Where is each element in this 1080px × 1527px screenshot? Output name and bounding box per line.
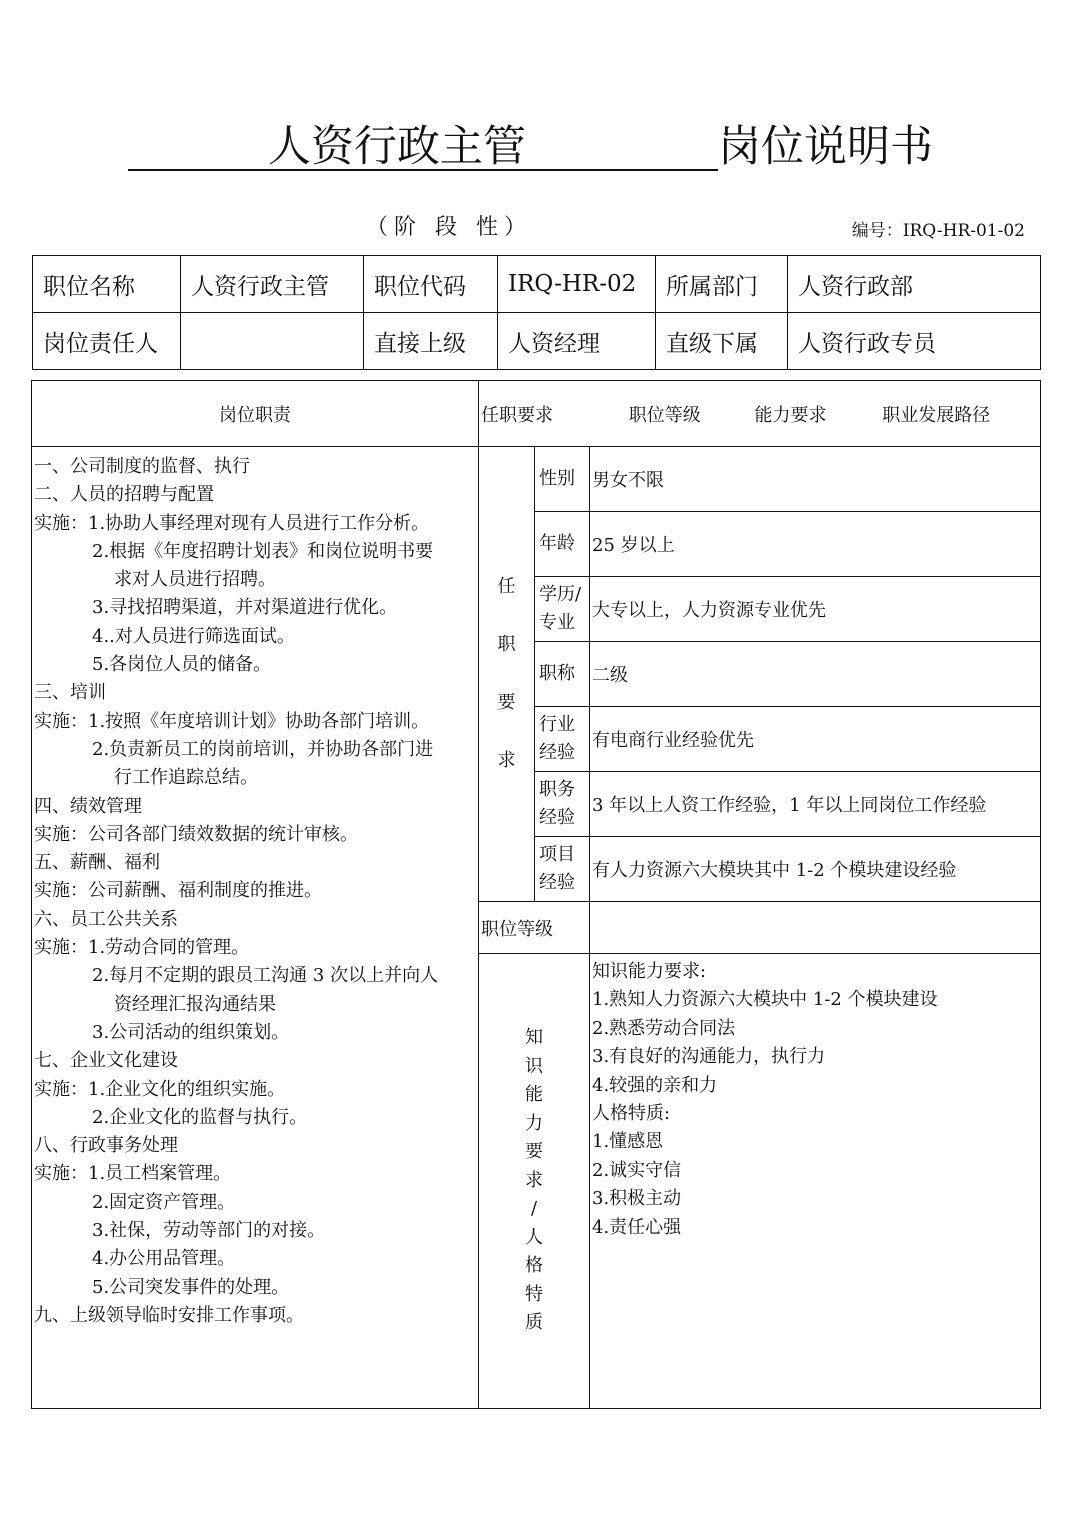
side-char: 职: [497, 634, 516, 655]
document-title: [0, 112, 1080, 182]
duty-line: 三、培训: [34, 682, 106, 704]
duty-line: 实施：1.劳动合同的管理。: [34, 937, 250, 959]
document-number: 编号：IRQ-HR-01-02: [851, 221, 1025, 241]
req-label-project: [535, 837, 590, 902]
duty-line: 实施：1.员工档案管理。: [34, 1163, 232, 1185]
position-code-label: 职位代码: [364, 256, 498, 313]
req-label-text: 经验: [539, 807, 575, 828]
department-label: 所属部门: [656, 256, 788, 313]
requirement-row: [32, 447, 1041, 512]
superior-label: 直接上级: [364, 313, 498, 370]
duty-line: 七、企业文化建设: [34, 1050, 178, 1072]
ability-line: 2.诚实守信: [592, 1159, 682, 1181]
duty-line: 4..对人员进行筛选面试。: [92, 625, 295, 647]
side-char: 力: [525, 1112, 543, 1134]
duty-line: 实施：公司各部门绩效数据的统计审核。: [34, 823, 358, 845]
ability-line: 2.熟悉劳动合同法: [592, 1017, 736, 1039]
side-char: 要: [497, 692, 516, 713]
career-header-label: 职业发展路径: [882, 404, 991, 426]
duty-line: 实施：1.企业文化的组织实施。: [34, 1078, 286, 1100]
duty-line: 3.寻找招聘渠道，并对渠道进行优化。: [92, 597, 398, 619]
duty-line: 二、人员的招聘与配置: [34, 484, 214, 506]
position-name-label: 职位名称: [33, 256, 181, 313]
req-label-job-experience: [535, 772, 590, 837]
superior-value: 人资经理: [498, 313, 656, 370]
req-value-gender: 男女不限: [590, 447, 1041, 512]
duty-line: 行工作追踪总结。: [114, 767, 258, 789]
title-doc: 岗位说明书: [718, 122, 933, 172]
duty-line: 5.各岗位人员的储备。: [92, 654, 272, 676]
req-label-age: [535, 512, 590, 577]
duty-line: 八、行政事务处理: [34, 1135, 178, 1157]
responsible-label: 岗位责任人: [33, 313, 181, 370]
duty-line: 一、公司制度的监督、执行: [34, 456, 250, 477]
req-label-education: [535, 577, 590, 642]
requirements-header: [479, 381, 1041, 447]
side-char: 能: [525, 1084, 543, 1105]
req-value-industry: 有电商行业经验优先: [590, 707, 1041, 772]
req-label-text: 项目: [539, 844, 575, 865]
side-char: 任: [497, 576, 516, 597]
duties-header: 岗位职责: [32, 381, 479, 447]
ability-line: 1.懂感恩: [592, 1131, 664, 1153]
req-label-text: 性别: [539, 468, 575, 489]
duties-cell: [32, 447, 479, 1409]
req-label-text: 职称: [539, 663, 575, 684]
title-position: 人资行政主管: [268, 122, 526, 172]
ability-line: 1.熟知人力资源六大模块中 1-2 个模块建设: [592, 989, 938, 1011]
side-char: 格: [525, 1255, 543, 1276]
req-value-project: 有人力资源六大模块其中 1-2 个模块建设经验: [590, 837, 1041, 902]
department-value: 人资行政部: [788, 256, 1041, 313]
ability-line: 4.较强的亲和力: [592, 1074, 718, 1096]
position-code-value: IRQ-HR-02: [498, 256, 656, 313]
req-label-text: 年龄: [539, 533, 575, 554]
requirements-header-label: 任职要求: [481, 404, 553, 426]
duty-line: 2.负责新员工的岗前培训，并协助各部门进: [92, 738, 434, 760]
subtitle: （阶 段 性）: [366, 215, 532, 240]
duty-line: 六、员工公共关系: [34, 908, 178, 930]
requirements-side-label: [479, 447, 535, 902]
position-name-value: 人资行政主管: [181, 256, 364, 313]
duty-line: 2.根据《年度招聘计划表》和岗位说明书要: [92, 540, 434, 562]
req-value-job-experience: 3 年以上人资工作经验，1 年以上同岗位工作经验: [590, 772, 1041, 837]
grade-header-label: 职位等级: [628, 404, 701, 426]
ability-line: 知识能力要求:: [592, 961, 707, 982]
req-label-text: 经验: [539, 872, 575, 893]
duty-line: 5.公司突发事件的处理。: [92, 1276, 290, 1298]
info-row: [33, 313, 1041, 370]
req-label-text: 经验: [539, 742, 575, 763]
req-label-gender: [535, 447, 590, 512]
side-char: 求: [525, 1169, 543, 1191]
duty-line: 2.企业文化的监督与执行。: [92, 1106, 308, 1128]
duty-line: 四、绩效管理: [34, 795, 142, 817]
duty-line: 4.办公用品管理。: [92, 1248, 236, 1270]
ability-cell: [590, 954, 1041, 1409]
side-char: /: [530, 1198, 538, 1219]
req-label-text: 专业: [539, 612, 575, 633]
side-char: 人: [525, 1226, 543, 1248]
duty-line: 2.固定资产管理。: [92, 1191, 236, 1213]
req-value-title: 二级: [590, 642, 1041, 707]
subordinate-label: 直级下属: [656, 313, 788, 370]
ability-line: 4.责任心强: [592, 1216, 682, 1238]
duty-line: 九、上级领导临时安排工作事项。: [34, 1304, 304, 1326]
main-header-row: [32, 381, 1041, 447]
duty-line: 实施：1.协助人事经理对现有人员进行工作分析。: [34, 512, 430, 534]
grade-value: [590, 902, 1041, 954]
duty-line: 资经理汇报沟通结果: [114, 993, 276, 1015]
req-label-text: 职务: [539, 779, 575, 800]
responsible-value: [181, 313, 364, 370]
side-char: 求: [497, 750, 516, 771]
duty-line: 实施：1.按照《年度培训计划》协助各部门培训。: [34, 710, 430, 732]
side-char: 识: [525, 1055, 543, 1077]
info-table: [32, 255, 1041, 370]
side-char: 要: [525, 1141, 543, 1162]
duty-line: 3.公司活动的组织策划。: [92, 1021, 290, 1043]
duty-line: 求对人员进行招聘。: [114, 569, 276, 591]
req-value-age: 25 岁以上: [590, 512, 1041, 577]
ability-line: 人格特质:: [592, 1103, 671, 1125]
side-char: 质: [525, 1312, 543, 1333]
duty-line: 2.每月不定期的跟员工沟通 3 次以上并向人: [92, 965, 439, 987]
req-value-education: 大专以上，人力资源专业优先: [590, 577, 1041, 642]
info-row: [33, 256, 1041, 313]
ability-line: 3.有良好的沟通能力，执行力: [592, 1046, 826, 1068]
ability-side-label: [479, 954, 590, 1409]
req-label-title: [535, 642, 590, 707]
req-label-text: 学历/: [539, 584, 582, 605]
duty-line: 五、薪酬、福利: [34, 852, 160, 874]
grade-label: 职位等级: [479, 902, 590, 954]
req-label-industry: [535, 707, 590, 772]
req-label-text: 行业: [539, 714, 575, 735]
side-char: 知: [525, 1027, 543, 1048]
ability-header-label: 能力要求: [754, 404, 827, 426]
side-char: 特: [525, 1283, 543, 1305]
main-table: [31, 380, 1041, 1409]
ability-line: 3.积极主动: [592, 1188, 682, 1210]
subordinate-value: 人资行政专员: [788, 313, 1041, 370]
duty-line: 实施：公司薪酬、福利制度的推进。: [34, 880, 322, 902]
duty-line: 3.社保，劳动等部门的对接。: [92, 1220, 326, 1242]
